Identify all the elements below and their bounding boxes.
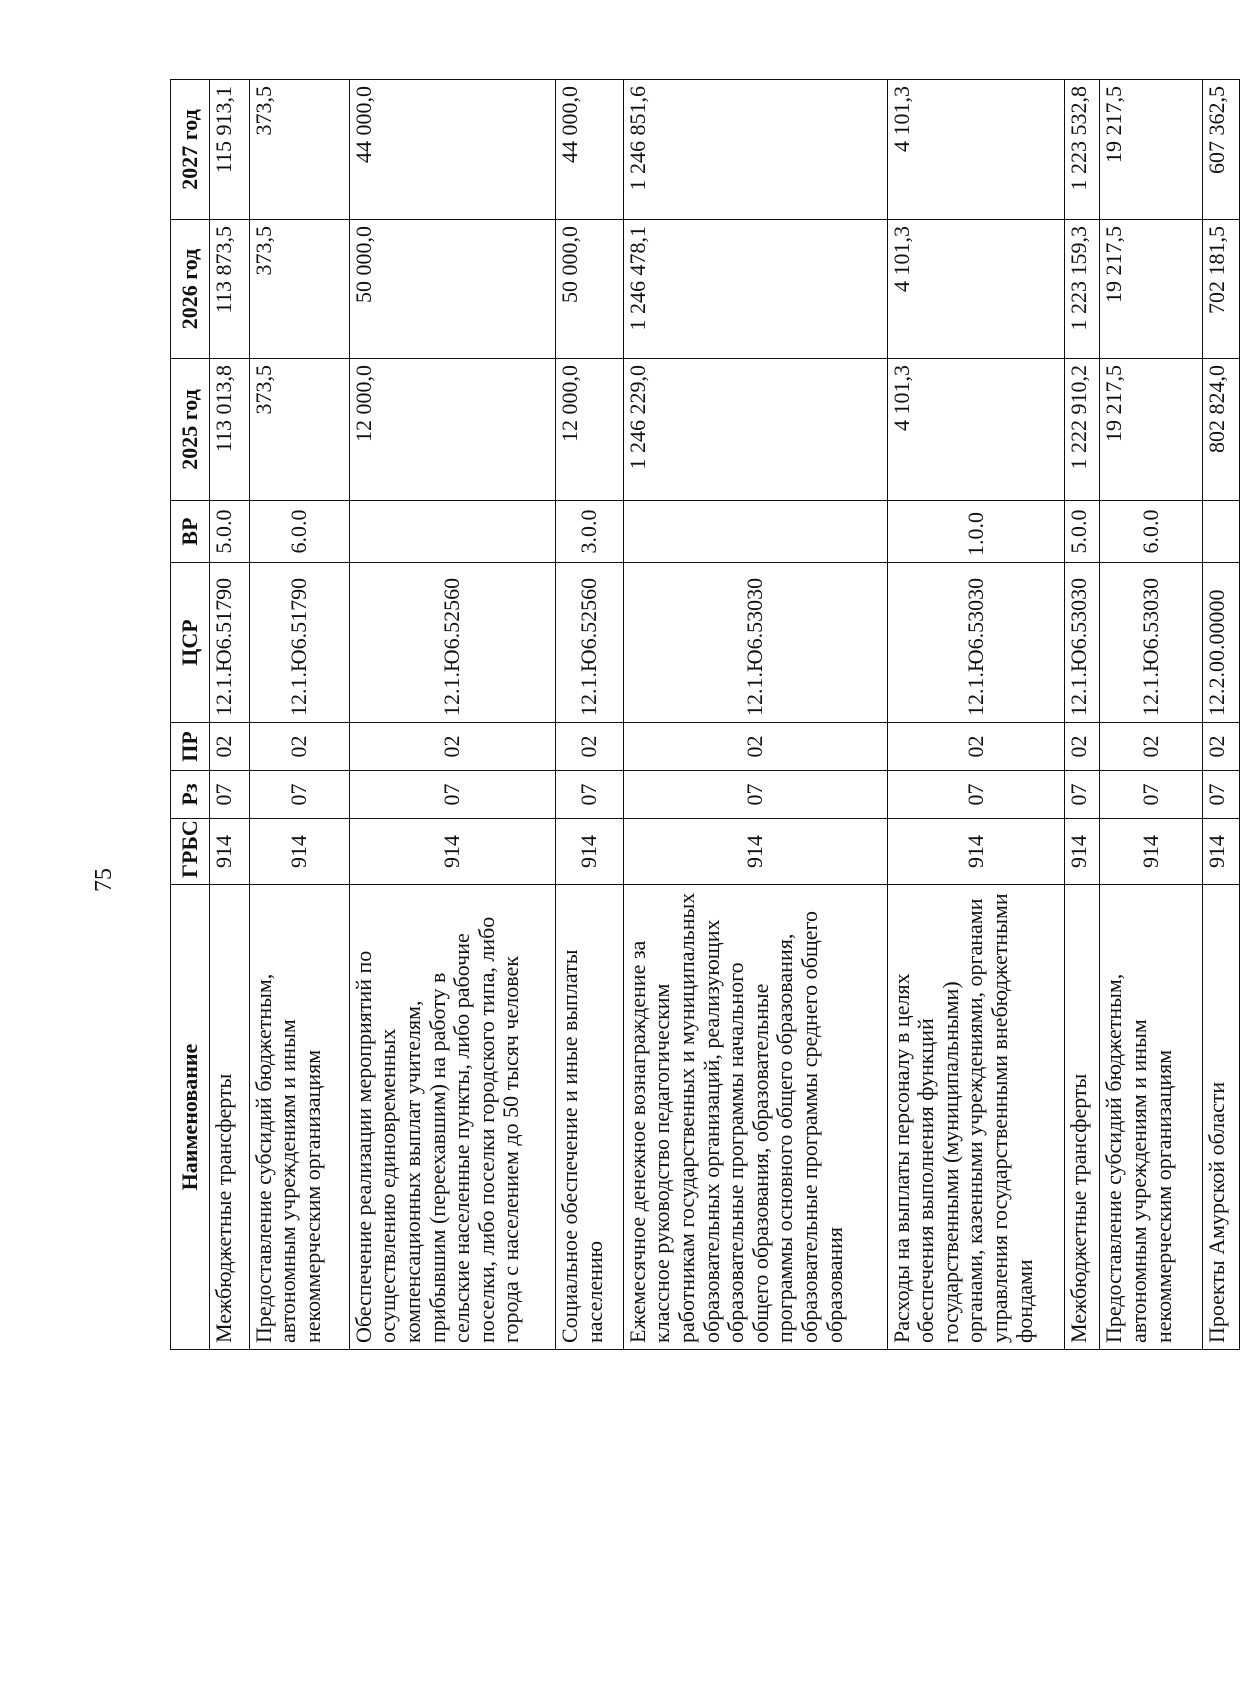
header-grbs: ГРБС: [171, 819, 210, 885]
cell-rz: 07: [1065, 771, 1100, 819]
cell-2027: 44 000,0: [556, 80, 624, 220]
cell-vr: [349, 501, 555, 563]
cell-grbs: 914: [887, 819, 1065, 885]
table-row: [1100, 80, 1202, 1350]
cell-vr: 5.0.0: [1065, 501, 1100, 563]
table-row: [1065, 80, 1100, 1350]
cell-rz: 07: [1202, 771, 1239, 819]
cell-name: Обеспечение реализации мероприятий по осуществлению единовременных компенсационных выплат учителям, прибывшим (переехавшим) на работу в сельские населенные пункты, либо рабочие поселки, либо поселки городского типа, либо города с населением до 50 тысяч человек: [349, 885, 555, 1350]
table-row: [210, 80, 250, 1350]
cell-2025: 12 000,0: [556, 359, 624, 501]
cell-2027: 44 000,0: [349, 80, 555, 220]
header-csr: ЦСР: [171, 563, 210, 723]
cell-2025: 1 222 910,2: [1065, 359, 1100, 501]
cell-name: Ежемесячное денежное вознаграждение за классное руководство педагогическим работникам государственных и муниципальных образовательных организаций, реализующих образовательные программы начального общего образования, образовательные программы основного общего образования, образовательные программы среднего общего образования: [623, 885, 887, 1350]
table-row: [1202, 80, 1239, 1350]
cell-2027: 373,5: [249, 80, 349, 220]
cell-vr: [623, 501, 887, 563]
cell-2025: 12 000,0: [349, 359, 555, 501]
header-vr: ВР: [171, 501, 210, 563]
budget-table: [170, 79, 1240, 1350]
cell-vr: 6.0.0: [249, 501, 349, 563]
cell-name: Предоставление субсидий бюджетным, автономным учреждениям и иным некоммерческим организациям: [1100, 885, 1202, 1350]
header-rz: Рз: [171, 771, 210, 819]
cell-2027: 19 217,5: [1100, 80, 1202, 220]
cell-rz: 07: [887, 771, 1065, 819]
cell-name: Предоставление субсидий бюджетным, автономным учреждениям и иным некоммерческим организациям: [249, 885, 349, 1350]
header-2025: 2025 год: [171, 359, 210, 501]
cell-csr: 12.1.Ю6.51790: [249, 563, 349, 723]
table-row: [887, 80, 1065, 1350]
cell-vr: 6.0.0: [1100, 501, 1202, 563]
cell-grbs: 914: [210, 819, 250, 885]
cell-pr: 02: [249, 723, 349, 771]
table-row: [349, 80, 555, 1350]
cell-2027: 4 101,3: [887, 80, 1065, 220]
cell-vr: 5.0.0: [210, 501, 250, 563]
header-2026: 2026 год: [171, 220, 210, 359]
cell-grbs: 914: [349, 819, 555, 885]
cell-2026: 50 000,0: [349, 220, 555, 359]
cell-2026: 1 223 159,3: [1065, 220, 1100, 359]
cell-pr: 02: [210, 723, 250, 771]
cell-grbs: 914: [1065, 819, 1100, 885]
cell-rz: 07: [249, 771, 349, 819]
header-2027: 2027 год: [171, 80, 210, 220]
cell-2025: 4 101,3: [887, 359, 1065, 501]
cell-2026: 702 181,5: [1202, 220, 1239, 359]
cell-pr: 02: [887, 723, 1065, 771]
header-pr: ПР: [171, 723, 210, 771]
cell-pr: 02: [556, 723, 624, 771]
cell-2026: 373,5: [249, 220, 349, 359]
cell-csr: 12.1.Ю6.53030: [887, 563, 1065, 723]
cell-2026: 113 873,5: [210, 220, 250, 359]
cell-2026: 50 000,0: [556, 220, 624, 359]
cell-name: Расходы на выплаты персоналу в целях обеспечения выполнения функций государственными (муниципальными) органами, казенными учреждениями, органами управления государственными внебюджетными фондами: [887, 885, 1065, 1350]
page-number: 75: [91, 868, 117, 892]
cell-rz: 07: [349, 771, 555, 819]
cell-rz: 07: [556, 771, 624, 819]
cell-2025: 1 246 229,0: [623, 359, 887, 501]
cell-csr: 12.1.Ю6.52560: [556, 563, 624, 723]
table-row: [556, 80, 624, 1350]
cell-csr: 12.1.Ю6.53030: [1100, 563, 1202, 723]
cell-2027: 607 362,5: [1202, 80, 1239, 220]
cell-pr: 02: [1202, 723, 1239, 771]
cell-pr: 02: [1100, 723, 1202, 771]
cell-2027: 115 913,1: [210, 80, 250, 220]
table-row: [249, 80, 349, 1350]
cell-2026: 4 101,3: [887, 220, 1065, 359]
cell-2027: 1 223 532,8: [1065, 80, 1100, 220]
cell-grbs: 914: [249, 819, 349, 885]
cell-2026: 19 217,5: [1100, 220, 1202, 359]
cell-name: Межбюджетные трансферты: [1065, 885, 1100, 1350]
table-row: [623, 80, 887, 1350]
cell-rz: 07: [210, 771, 250, 819]
cell-2025: 373,5: [249, 359, 349, 501]
cell-vr: 1.0.0: [887, 501, 1065, 563]
cell-2025: 802 824,0: [1202, 359, 1239, 501]
cell-csr: 12.1.Ю6.52560: [349, 563, 555, 723]
cell-rz: 07: [623, 771, 887, 819]
cell-csr: 12.2.00.00000: [1202, 563, 1239, 723]
budget-table-container: [170, 80, 1240, 1350]
table-header-row: [171, 80, 210, 1350]
cell-csr: 12.1.Ю6.53030: [1065, 563, 1100, 723]
cell-csr: 12.1.Ю6.51790: [210, 563, 250, 723]
cell-2025: 113 013,8: [210, 359, 250, 501]
cell-grbs: 914: [623, 819, 887, 885]
cell-name: Социальное обеспечение и иные выплаты населению: [556, 885, 624, 1350]
header-name: Наименование: [171, 885, 210, 1350]
cell-grbs: 914: [556, 819, 624, 885]
cell-2027: 1 246 851,6: [623, 80, 887, 220]
cell-pr: 02: [623, 723, 887, 771]
cell-vr: 3.0.0: [556, 501, 624, 563]
cell-pr: 02: [1065, 723, 1100, 771]
cell-vr: [1202, 501, 1239, 563]
cell-grbs: 914: [1202, 819, 1239, 885]
cell-pr: 02: [349, 723, 555, 771]
cell-name: Межбюджетные трансферты: [210, 885, 250, 1350]
cell-2025: 19 217,5: [1100, 359, 1202, 501]
cell-rz: 07: [1100, 771, 1202, 819]
cell-csr: 12.1.Ю6.53030: [623, 563, 887, 723]
cell-name: Проекты Амурской области: [1202, 885, 1239, 1350]
cell-2026: 1 246 478,1: [623, 220, 887, 359]
cell-grbs: 914: [1100, 819, 1202, 885]
